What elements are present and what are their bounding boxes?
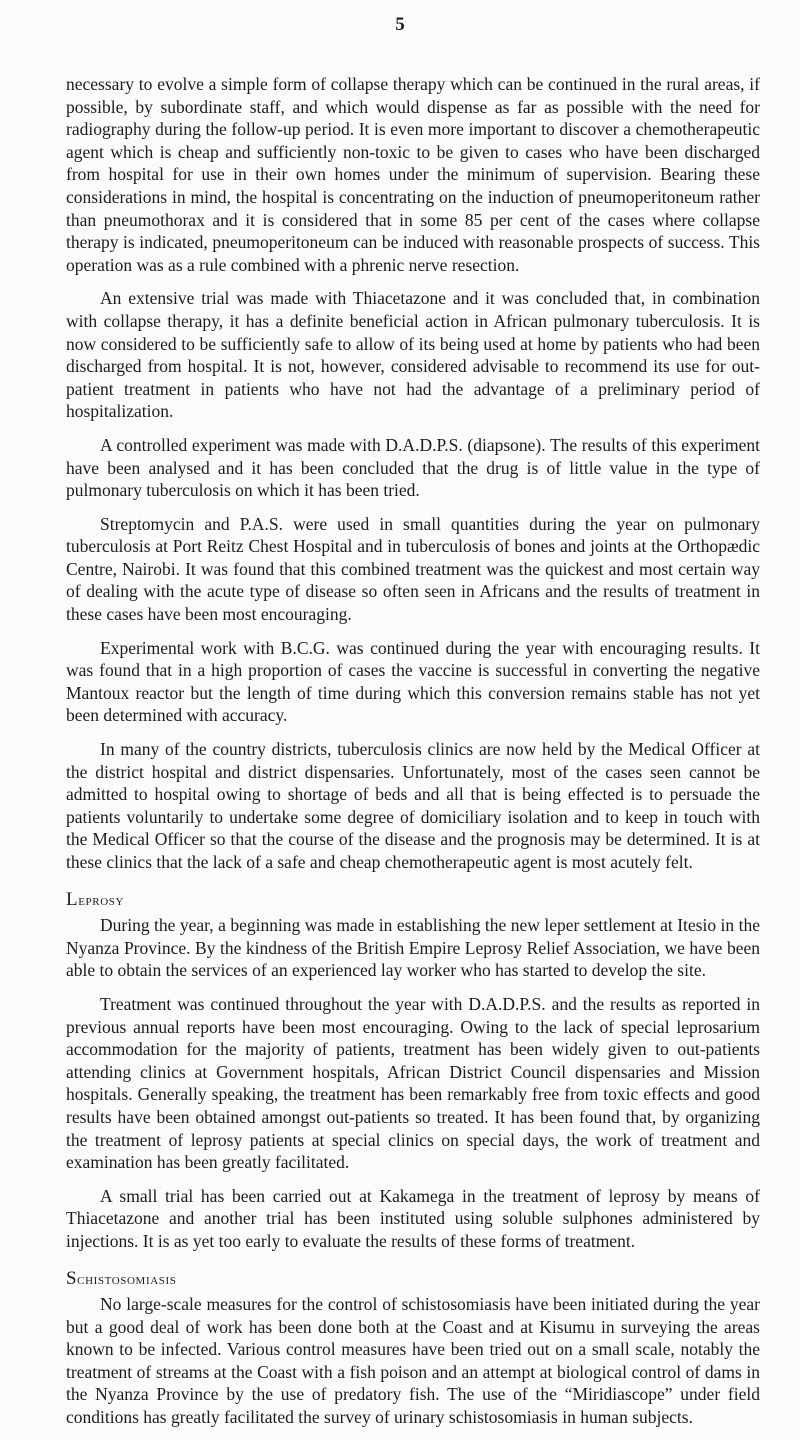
- page-number: 5: [395, 14, 405, 35]
- paragraph-leprosy-trial: A small trial has been carried out at Kakamega in the treatment of leprosy by means of Thiacetazone and another trial has been instituted using soluble sulphones administered by injections. It is as yet too early to evaluate the results of these forms of treatment.: [66, 1185, 760, 1251]
- paragraph-thiacetazone-trial: An extensive trial was made with Thiacetazone and it was concluded that, in combination with collapse therapy, it has a definite beneficial action in African pulmonary tuberculosis. It is now considered to be sufficiently safe to allow of its being used at home by patients who had been discharged from hospital. It is not, however, considered advisable to recommend its use for out-patient treatment in patients who have not had the advantage of a preliminary period of hospitalization.: [66, 288, 760, 422]
- paragraph-tuberculosis-clinics: In many of the country districts, tuberculosis clinics are now held by the Medical Officer at the district hospital and district dispensaries. Unfortunately, most of the cases seen cannot be admitted to hospital owing to shortage of beds and all that is being effected is to persuade the patients voluntarily to undertake some degree of domiciliary isolation and to keep in touch with the Medical Officer so that the course of the disease and the prognosis may be determined. It is at these clinics that the lack of a safe and cheap chemotherapeutic agent is most acutely felt.: [66, 739, 760, 872]
- paragraph-schistosomiasis-control: No large-scale measures for the control of schistosomiasis have been initiated during the year but a good deal of work has been done both at the Coast and at Kisumu in surveying the areas known to be infected. Various control measures have been tried out on a small scale, notably the treatment of streams at the Coast with a fish poison and an attempt at biological control of dams in the Nyanza Province by the use of predatory fish. The use of the “Miridiascope” under field conditions has greatly facilitated the survey of urinary schistosomiasis in human subjects.: [66, 1294, 760, 1428]
- section-heading-leprosy: Leprosy: [66, 888, 124, 910]
- paragraph-streptomycin-pas: Streptomycin and P.A.S. were used in small quantities during the year on pulmonary tuberculosis at Port Reitz Chest Hospital and in tuberculosis of bones and joints at the Orthopædic Centre, Nairobi. It was found that this combined treatment was the quickest and most certain way of dealing with the acute type of disease so often seen in Africans and the results of treatment in these cases have been most encouraging.: [66, 513, 760, 625]
- paragraph-bcg: Experimental work with B.C.G. was continued during the year with encouraging results. It was found that in a high proportion of cases the vaccine is successful in converting the negative Mantoux reactor but the length of time during which this conversion remains stable has not yet been determined with accuracy.: [66, 637, 760, 726]
- page-body: [66, 73, 760, 1440]
- paragraph-collapse-therapy: necessary to evolve a simple form of collapse therapy which can be continued in the rural areas, if possible, by subordinate staff, and which would dispense as far as possible with the need for radiography during the follow-up period. It is even more important to discover a chemotherapeutic agent which is cheap and sufficiently non-toxic to be given to cases who have been discharged from hospital for use in their own homes under the minimum of supervision. Bearing these considerations in mind, the hospital is concentrating on the induction of pneumoperitoneum rather than pneumothorax and it is considered that in some 85 per cent of the cases where collapse therapy is indicated, pneumoperitoneum can be induced with reasonable prospects of success. This operation was as a rule combined with a phrenic nerve resection.: [66, 74, 760, 275]
- paragraph-dadps-experiment: A controlled experiment was made with D.A.D.P.S. (diapsone). The results of this experiment have been analysed and it has been concluded that the drug is of little value in the type of pulmonary tuberculosis on which it has been tried.: [66, 434, 760, 501]
- paragraph-leper-settlement: During the year, a beginning was made in establishing the new leper settlement at Itesio in the Nyanza Province. By the kindness of the British Empire Leprosy Relief Association, we have been able to obtain the services of an experienced lay worker who has started to develop the site.: [66, 915, 760, 981]
- section-heading-schistosomiasis: Schistosomiasis: [66, 1267, 177, 1289]
- paragraph-leprosy-treatment: Treatment was continued throughout the year with D.A.D.P.S. and the results as reported in previous annual reports have been most encouraging. Owing to the lack of special leprosarium accommodation for the majority of patients, treatment has been widely given to out-patients attending clinics at Government hospitals, African District Council dispensaries and Mission hospitals. Generally speaking, the treatment has been remarkably free from toxic effects and good results have been obtained amongst out-patients so treated. It has been found that, by organizing the treatment of leprosy patients at special clinics on special days, the work of treatment and examination has been greatly facilitated.: [66, 993, 760, 1173]
